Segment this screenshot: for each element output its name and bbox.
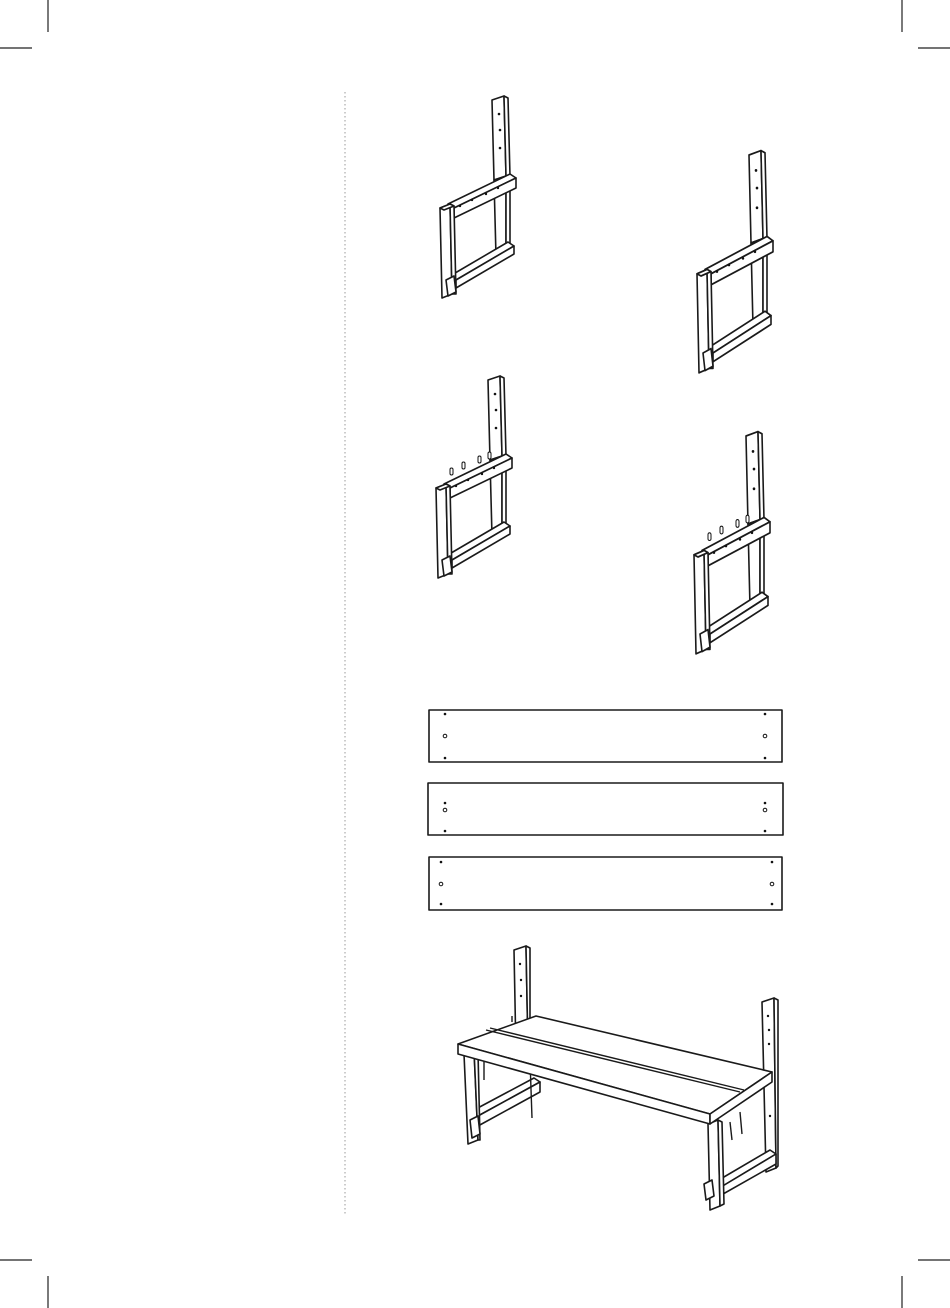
seat-board-2	[428, 783, 783, 835]
assembled-bench	[458, 946, 778, 1210]
seat-board-1	[429, 710, 782, 762]
left-frame-step-1	[440, 96, 516, 298]
right-frame-step-1	[697, 151, 773, 373]
seat-board-3	[429, 857, 782, 910]
left-frame-dowels	[436, 376, 512, 578]
right-frame-dowels	[694, 432, 770, 654]
